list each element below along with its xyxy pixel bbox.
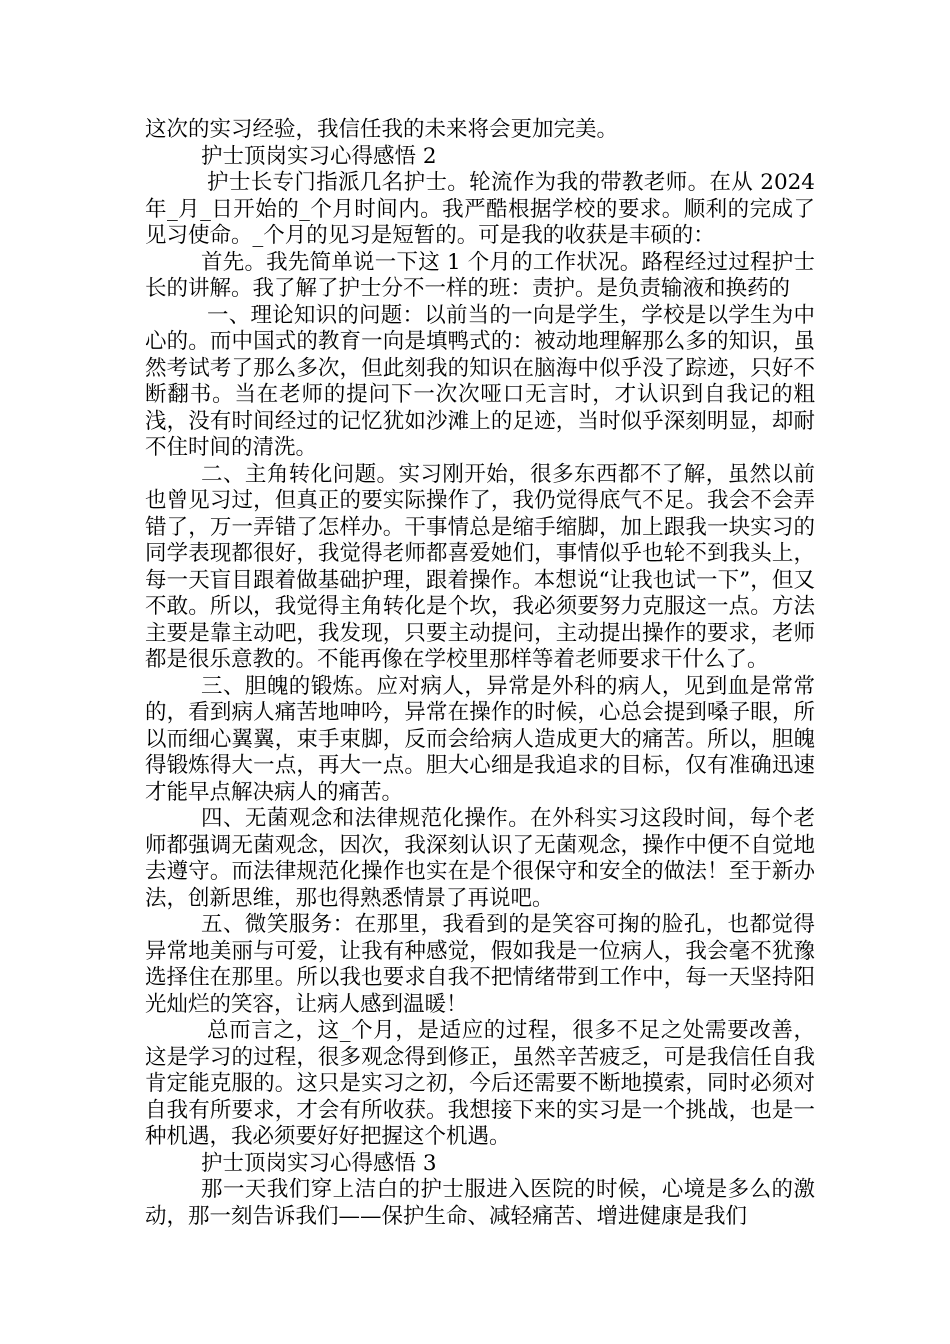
- paragraph-first: 首先。我先简单说一下这 1 个月的工作状况。路程经过过程护士长的讲解。我了解了护士分不一样的班：责护。是负责输液和换药的: [145, 249, 815, 301]
- paragraph-point-4: 四、无菌观念和法律规范化操作。在外科实习这段时间，每个老师都强调无菌观念，因次，我深刻认识了无菌观念，操作中便不自觉地去遵守。而法律规范化操作也实在是个很保守和安全的做法！至于新办法，创新思维，那也得熟悉情景了再说吧。: [145, 806, 815, 911]
- document-page: [145, 117, 815, 1230]
- section-title-3: 护士顶岗实习心得感悟 3: [201, 1150, 437, 1176]
- paragraph-point-1: 一、理论知识的问题：以前当的一向是学生，学校是以学生为中心的。而中国式的教育一向是填鸭式的：被动地理解那么多的知识，虽然考试考了那么多次，但此刻我的知识在脑海中似乎没了踪迹，只好不断翻书。当在老师的提问下一次次哑口无言时，才认识到自我记的粗浅，没有时间经过的记忆犹如沙滩上的足迹，当时似乎深刻明显，却耐不住时间的清洗。: [145, 302, 815, 460]
- paragraph-section-3-opening: 那一天我们穿上洁白的护士服进入医院的时候，心境是多么的激动，那一刻告诉我们——保护生命、减轻痛苦、增进健康是我们: [145, 1177, 815, 1229]
- paragraph-point-2: 二、主角转化问题。实习刚开始，很多东西都不了解，虽然以前也曾见习过，但真正的要实际操作了，我仍觉得底气不足。我会不会弄错了，万一弄错了怎样办。干事情总是缩手缩脚，加上跟我一块实习的同学表现都很好，我觉得老师都喜爱她们，事情似乎也轮不到我头上，每一天盲目跟着做基础护理，跟着操作。本想说“让我也试一下”，但又不敢。所以，我觉得主角转化是个坎，我必须要努力克服这一点。方法主要是靠主动吧，我发现，只要主动提问，主动提出操作的要求，老师都是很乐意教的。不能再像在学校里那样等着老师要求干什么了。: [145, 461, 815, 672]
- section-title-2: 护士顶岗实习心得感悟 2: [201, 143, 437, 169]
- paragraph-point-5: 五、微笑服务：在那里，我看到的是笑容可掬的脸孔，也都觉得异常地美丽与可爱，让我有种感觉，假如我是一位病人，我会毫不犹豫选择住在那里。所以我也要求自我不把情绪带到工作中，每一天坚持阳光灿烂的笑容，让病人感到温暖！: [145, 912, 815, 1017]
- paragraph-closing-line: 这次的实习经验，我信任我的未来将会更加完美。: [145, 117, 619, 142]
- paragraph-summary: 总而言之，这_个月，是适应的过程，很多不足之处需要改善，这是学习的过程，很多观念得到修正，虽然辛苦疲乏，可是我信任自我肯定能克服的。这只是实习之初，今后还需要不断地摸索，同时必须对自我有所要求，才会有所收获。我想接下来的实习是一个挑战，也是一种机遇，我必须要好好把握这个机遇。: [145, 1018, 815, 1149]
- paragraph-point-3: 三、胆魄的锻炼。应对病人，异常是外科的病人，见到血是常常的，看到病人痛苦地呻吟，异常在操作的时候，心总会提到嗓子眼，所以而细心翼翼，束手束脚，反而会给病人造成更大的痛苦。所以，胆魄得锻炼得大一点，再大一点。胆大心细是我追求的目标，仅有准确迅速才能早点解决病人的痛苦。: [145, 673, 815, 805]
- paragraph-intro: 护士长专门指派几名护士。轮流作为我的带教老师。在从 2024 年_月_日开始的_个月时间内。我严酷根据学校的要求。顺利的完成了见习使命。_个月的见习是短暂的。可是我的收获是丰硕的：: [145, 170, 815, 248]
